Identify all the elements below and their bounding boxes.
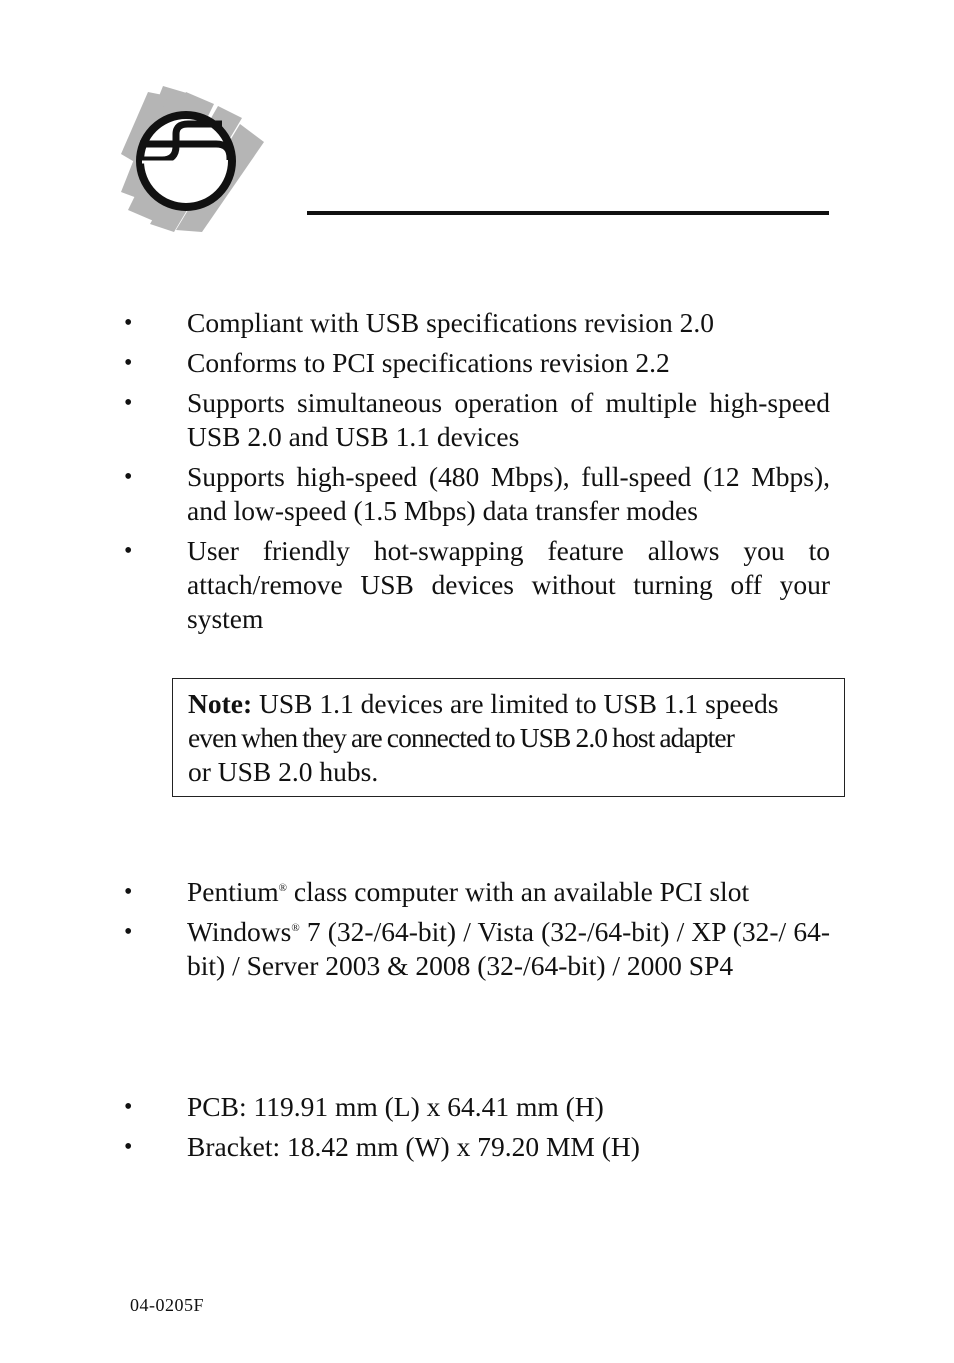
feature-text: Compliant with USB specifications revision 2.0 — [187, 307, 715, 338]
list-item — [0, 1130, 830, 1164]
list-item — [0, 875, 830, 909]
requirement-text: 7 (32-/64-bit) / Vista (32-/64-bit) / XP (32-/ 64-bit) / Server 2003 & 2008 (32-/64-bit) / 2000 SP4 — [187, 916, 830, 981]
registered-mark: ® — [278, 882, 288, 894]
header-rule — [307, 211, 829, 215]
logo-icon — [118, 84, 268, 232]
list-item — [0, 346, 830, 380]
requirement-text: class computer with an available PCI slot — [287, 876, 750, 907]
list-item — [0, 915, 830, 983]
note-box — [172, 678, 845, 797]
bullet: • — [124, 879, 133, 905]
list-item — [0, 534, 830, 636]
note-label: Note: — [188, 688, 253, 719]
note-line-1: USB 1.1 devices are limited to USB 1.1 speeds — [259, 688, 779, 719]
feature-text: Supports high-speed (480 Mbps), full-speed (12 Mbps), and low-speed (1.5 Mbps) data transfer modes — [187, 461, 830, 526]
feature-text: User friendly hot-swapping feature allows you to attach/remove USB devices without turning off your system — [187, 535, 830, 634]
bullet: • — [124, 1094, 133, 1120]
bullet: • — [124, 390, 133, 416]
list-item — [0, 306, 830, 340]
feature-text: Conforms to PCI specifications revision 2.2 — [187, 347, 670, 378]
note-line-2: even when they are connected to USB 2.0 host adapter — [188, 722, 734, 753]
dimension-text: Bracket: 18.42 mm (W) x 79.20 MM (H) — [187, 1131, 640, 1162]
bullet: • — [124, 350, 133, 376]
list-item — [0, 386, 830, 454]
bullet: • — [124, 919, 133, 945]
requirement-brand: Windows — [187, 916, 292, 947]
bullet: • — [124, 1134, 133, 1160]
note-line-3: or USB 2.0 hubs. — [188, 756, 379, 787]
note-text — [188, 687, 831, 721]
list-item — [0, 460, 830, 528]
bullet: • — [124, 310, 133, 336]
bullet: • — [124, 538, 133, 564]
registered-mark: ® — [291, 922, 300, 934]
feature-text: Supports simultaneous operation of multiple high-speed USB 2.0 and USB 1.1 devices — [187, 387, 830, 452]
features-list — [0, 306, 954, 642]
requirements-list — [0, 875, 954, 989]
list-item — [0, 1090, 830, 1124]
requirement-brand: Pentium — [187, 876, 279, 907]
document-code: 04-0205F — [130, 1295, 205, 1315]
dimensions-list — [0, 1090, 954, 1170]
dimension-text: PCB: 119.91 mm (L) x 64.41 mm (H) — [187, 1091, 604, 1122]
bullet: • — [124, 464, 133, 490]
